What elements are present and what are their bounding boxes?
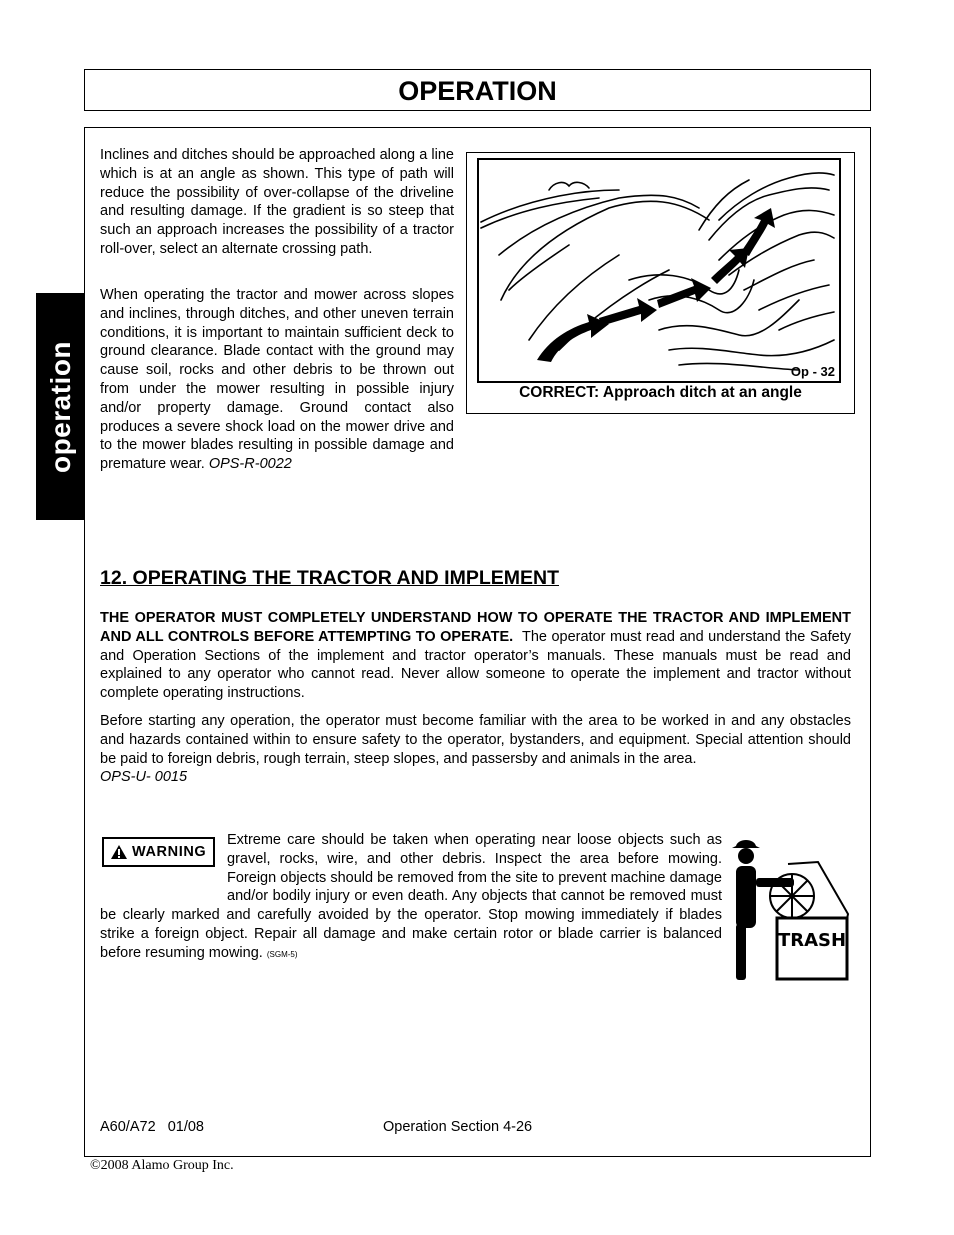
section-paragraph-1-text: The operator must read and understand the Safety and Operation Sections of the implement and tractor operator’s manuals. These manuals must be read and explained to any operator who cannot read. Never allow someone to operate the implement and tractor without complete operating instructions. (100, 628, 851, 702)
section-paragraph-1-emphasis: THE OPERATOR MUST COMPLETELY UNDERSTAND HOW TO OPERATE THE TRACTOR AND IMPLEMENT AND ALL CONTROLS BEFORE ATTEMPTING TO OPERATE. (100, 610, 851, 645)
footer-model-date: A60/A72 01/08 (100, 1119, 204, 1135)
intro-paragraph-1: Inclines and ditches should be approached along a line which is at an angle as shown. This type of path will reduce the possibility of over-collapse of the driveline and resulting damage. If the gradient is so steep that such an approach increases the possibility of a tractor roll-over, select an alternate crossing path. (100, 147, 454, 257)
ditch-approach-figure (466, 152, 855, 414)
page-title: OPERATION (398, 76, 557, 106)
footer-copyright: ©2008 Alamo Group Inc. (90, 1158, 234, 1173)
section-paragraph-2-text: Before starting any operation, the operator must become familiar with the area to be worked in and any obstacles and hazards contained within to ensure safety to the operator, bystanders, and equipment. Special attention should be paid to foreign debris, rough terrain, steep slopes, and passersby and animals in the area. (100, 713, 851, 767)
footer-page-number: Operation Section 4-26 (383, 1119, 533, 1135)
warning-text-body: Extreme care should be taken when operating near loose objects such as gravel, rocks, wire, and other debris. Inspect the area before mowing. Foreign objects should be removed from the site to prevent machine damage and/or bodily injury or even death. Any objects that cannot be removed must be clearly marked and carefully avoided by the operator. Stop mowing immediately if blades strike a foreign object. Repair all damage and make certain rotor or blade carrier is balanced before resuming mowing. (100, 832, 722, 961)
section-reference-code: OPS-U- 0015 (100, 769, 188, 786)
figure-caption: CORRECT: Approach ditch at an angle (519, 384, 802, 401)
section-paragraph-1 (100, 609, 851, 703)
warning-label: WARNING (132, 844, 207, 860)
warning-text-spacer (100, 831, 227, 888)
side-tab-label: operation (44, 340, 76, 473)
intro-reference-code: OPS-R-0022 (208, 456, 292, 473)
ditch-illustration-frame (477, 158, 841, 383)
intro-paragraph-2-text: When operating the tractor and mower across slopes and inclines, through ditches, and other uneven terrain conditions, it is important to maintain sufficient deck to ground clearance. Blade contact with the ground may cause soil, rocks and other debris to be thrown out from under the mower resulting in possible injury and/or property damage. Ground contact also produces a severe shock load on the mower drive and to the mower blades resulting in possible damage and premature wear. (100, 287, 454, 473)
trash-label: TRASH (777, 930, 847, 951)
ditch-illustration (479, 160, 839, 381)
section-paragraph-2 (100, 712, 851, 787)
figure-label: Op - 32 (790, 364, 835, 379)
section-heading: 12. OPERATING THE TRACTOR AND IMPLEMENT (100, 567, 559, 589)
section-side-tab (36, 293, 85, 520)
intro-paragraph-2 (100, 286, 454, 474)
worker-trash-icon (730, 836, 854, 986)
page-header (84, 69, 871, 111)
warning-text-block (100, 831, 722, 963)
warning-reference-code: (SGM-5) (266, 949, 298, 959)
